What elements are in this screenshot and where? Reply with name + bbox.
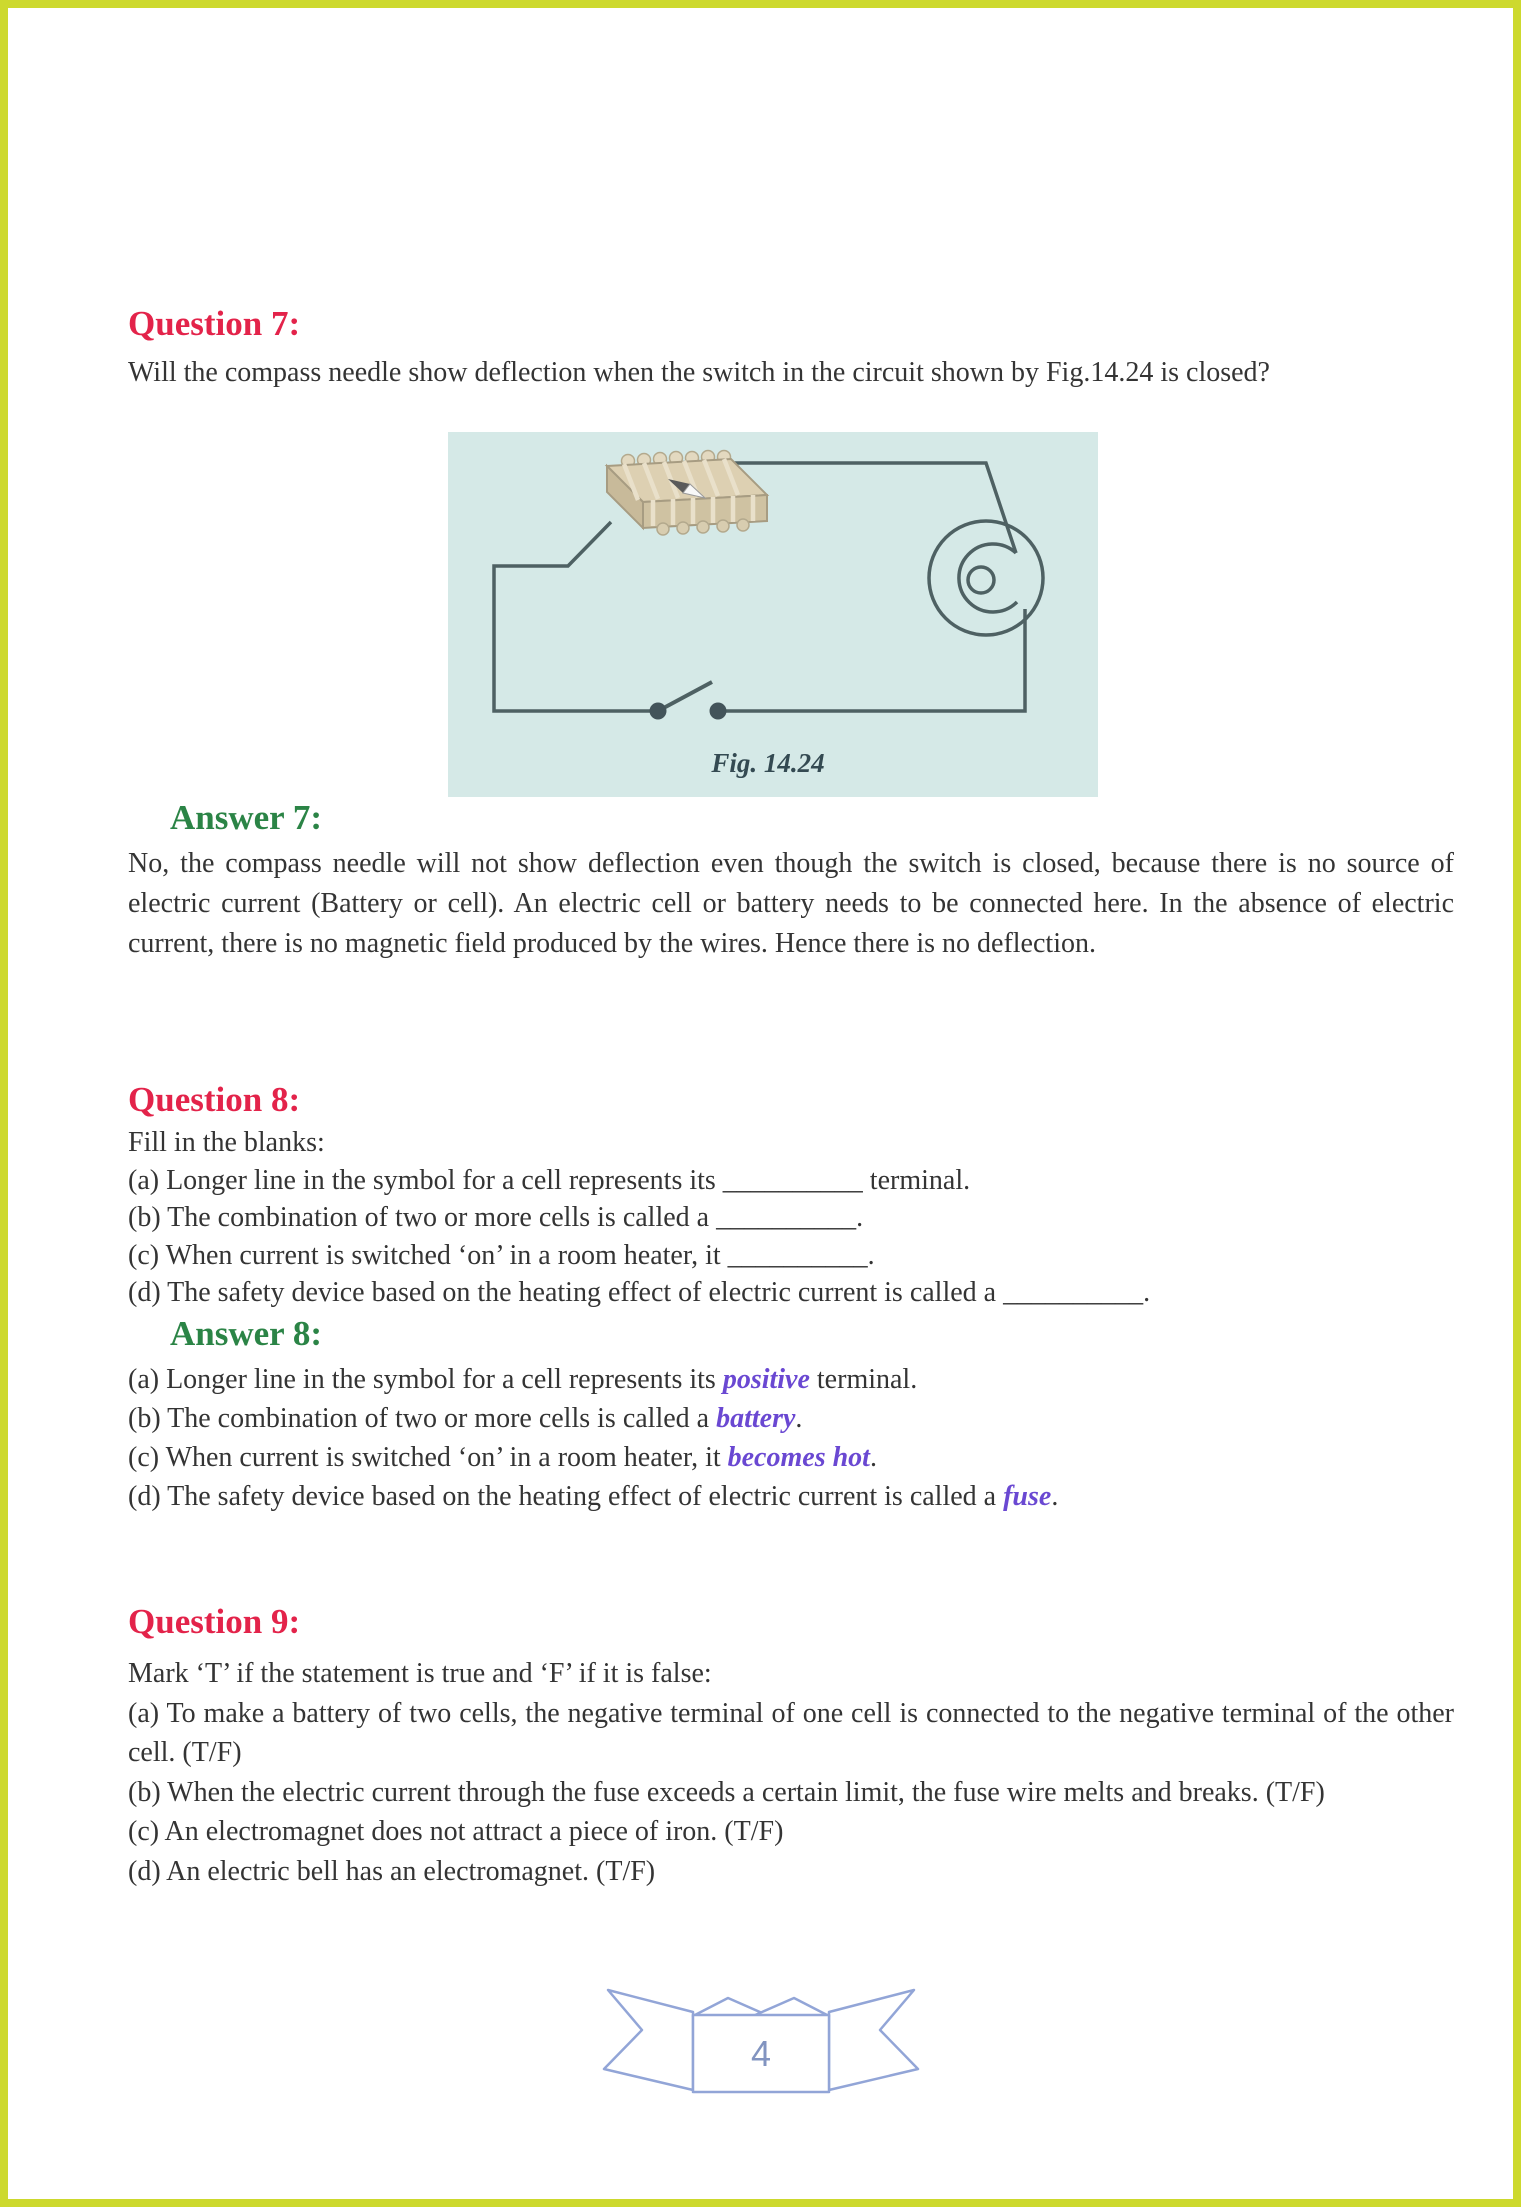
question-9-item: (d) An electric bell has an electromagnet. (T/F) <box>128 1855 656 1887</box>
answer-8-text-pre: (a) Longer line in the symbol for a cell represents its <box>128 1364 723 1395</box>
question-9-item: (a) To make a battery of two cells, the negative terminal of one cell is connected to the negative terminal of the other cell. (T/F) <box>128 1697 1454 1768</box>
ribbon-svg <box>576 1970 946 2120</box>
question-9-intro: Mark ‘T’ if the statement is true and ‘F’ if it is false: <box>128 1658 712 1689</box>
answer-8-highlight: fuse <box>1003 1481 1052 1512</box>
question-8-item: (a) Longer line in the symbol for a cell represents its __________ terminal. <box>128 1164 971 1196</box>
answer-7-paragraph: No, the compass needle will not show deflection even though the switch is closed, because there is no source of electric current (Battery or cell). An electric cell or battery needs to be connected here. In the absence of electric current, there is no magnetic field produced by the wires. Hence there is no deflection. <box>128 848 1454 959</box>
question-9-item: (b) When the electric current through the fuse exceeds a certain limit, the fuse wire melts and breaks. (T/F) <box>128 1776 1325 1808</box>
answer-8-body <box>128 1360 1454 1516</box>
answer-8-highlight: battery <box>716 1403 796 1434</box>
question-7-heading: Question 7: <box>128 304 301 343</box>
answer-8-text-post: terminal. <box>809 1364 918 1395</box>
answer-8-item <box>128 1360 1454 1399</box>
answer-8-item <box>128 1438 1454 1477</box>
question-9-item: (c) An electromagnet does not attract a piece of iron. (T/F) <box>128 1816 784 1847</box>
question-9-heading: Question 9: <box>128 1602 301 1641</box>
page-number: 4 <box>750 2033 771 2074</box>
answer-8-item <box>128 1477 1454 1516</box>
switch-contact-left <box>650 703 667 720</box>
answer-7-heading: Answer 7: <box>170 798 322 837</box>
ribbon-right-tail <box>829 1990 918 2090</box>
question-8-item: (d) The safety device based on the heating effect of electric current is called a __________. <box>128 1277 1151 1308</box>
question-8-body <box>128 1124 1454 1312</box>
ribbon-left-tail <box>604 1990 693 2090</box>
answer-8-text-post: . <box>795 1403 803 1434</box>
question-8-intro: Fill in the blanks: <box>128 1127 325 1158</box>
question-8-item: (c) When current is switched ‘on’ in a room heater, it __________. <box>128 1239 875 1271</box>
question-8-heading: Question 8: <box>128 1080 301 1119</box>
answer-8-text-pre: (d) The safety device based on the heating effect of electric current is called a <box>128 1481 1004 1512</box>
question-7-text <box>128 352 1454 393</box>
circuit-figure-svg <box>448 432 1098 797</box>
answer-8-highlight: positive <box>722 1364 810 1395</box>
figure-caption: Fig. 14.24 <box>711 748 825 778</box>
answer-8-heading: Answer 8: <box>170 1314 322 1353</box>
switch-contact-right <box>710 703 727 720</box>
figure-background <box>448 432 1098 797</box>
question-8-item: (b) The combination of two or more cells is called a __________. <box>128 1202 864 1233</box>
answer-8-text-pre: (c) When current is switched ‘on’ in a room heater, it <box>128 1442 728 1473</box>
answer-8-highlight: becomes hot <box>727 1442 870 1473</box>
answer-8-text-post: . <box>1051 1481 1059 1512</box>
answer-8-text-post: . <box>869 1442 877 1473</box>
question-9-body <box>128 1654 1454 1891</box>
answer-8-text-pre: (b) The combination of two or more cells is called a <box>128 1403 717 1434</box>
ribbon-right-fold <box>753 1998 829 2016</box>
answer-8-item <box>128 1399 1454 1438</box>
answer-7-text <box>128 844 1454 964</box>
circuit-figure <box>448 432 1098 797</box>
page-number-ribbon <box>576 1970 946 2120</box>
question-7-paragraph: Will the compass needle show deflection when the switch in the circuit shown by Fig.14.24 is closed? <box>128 357 1270 388</box>
